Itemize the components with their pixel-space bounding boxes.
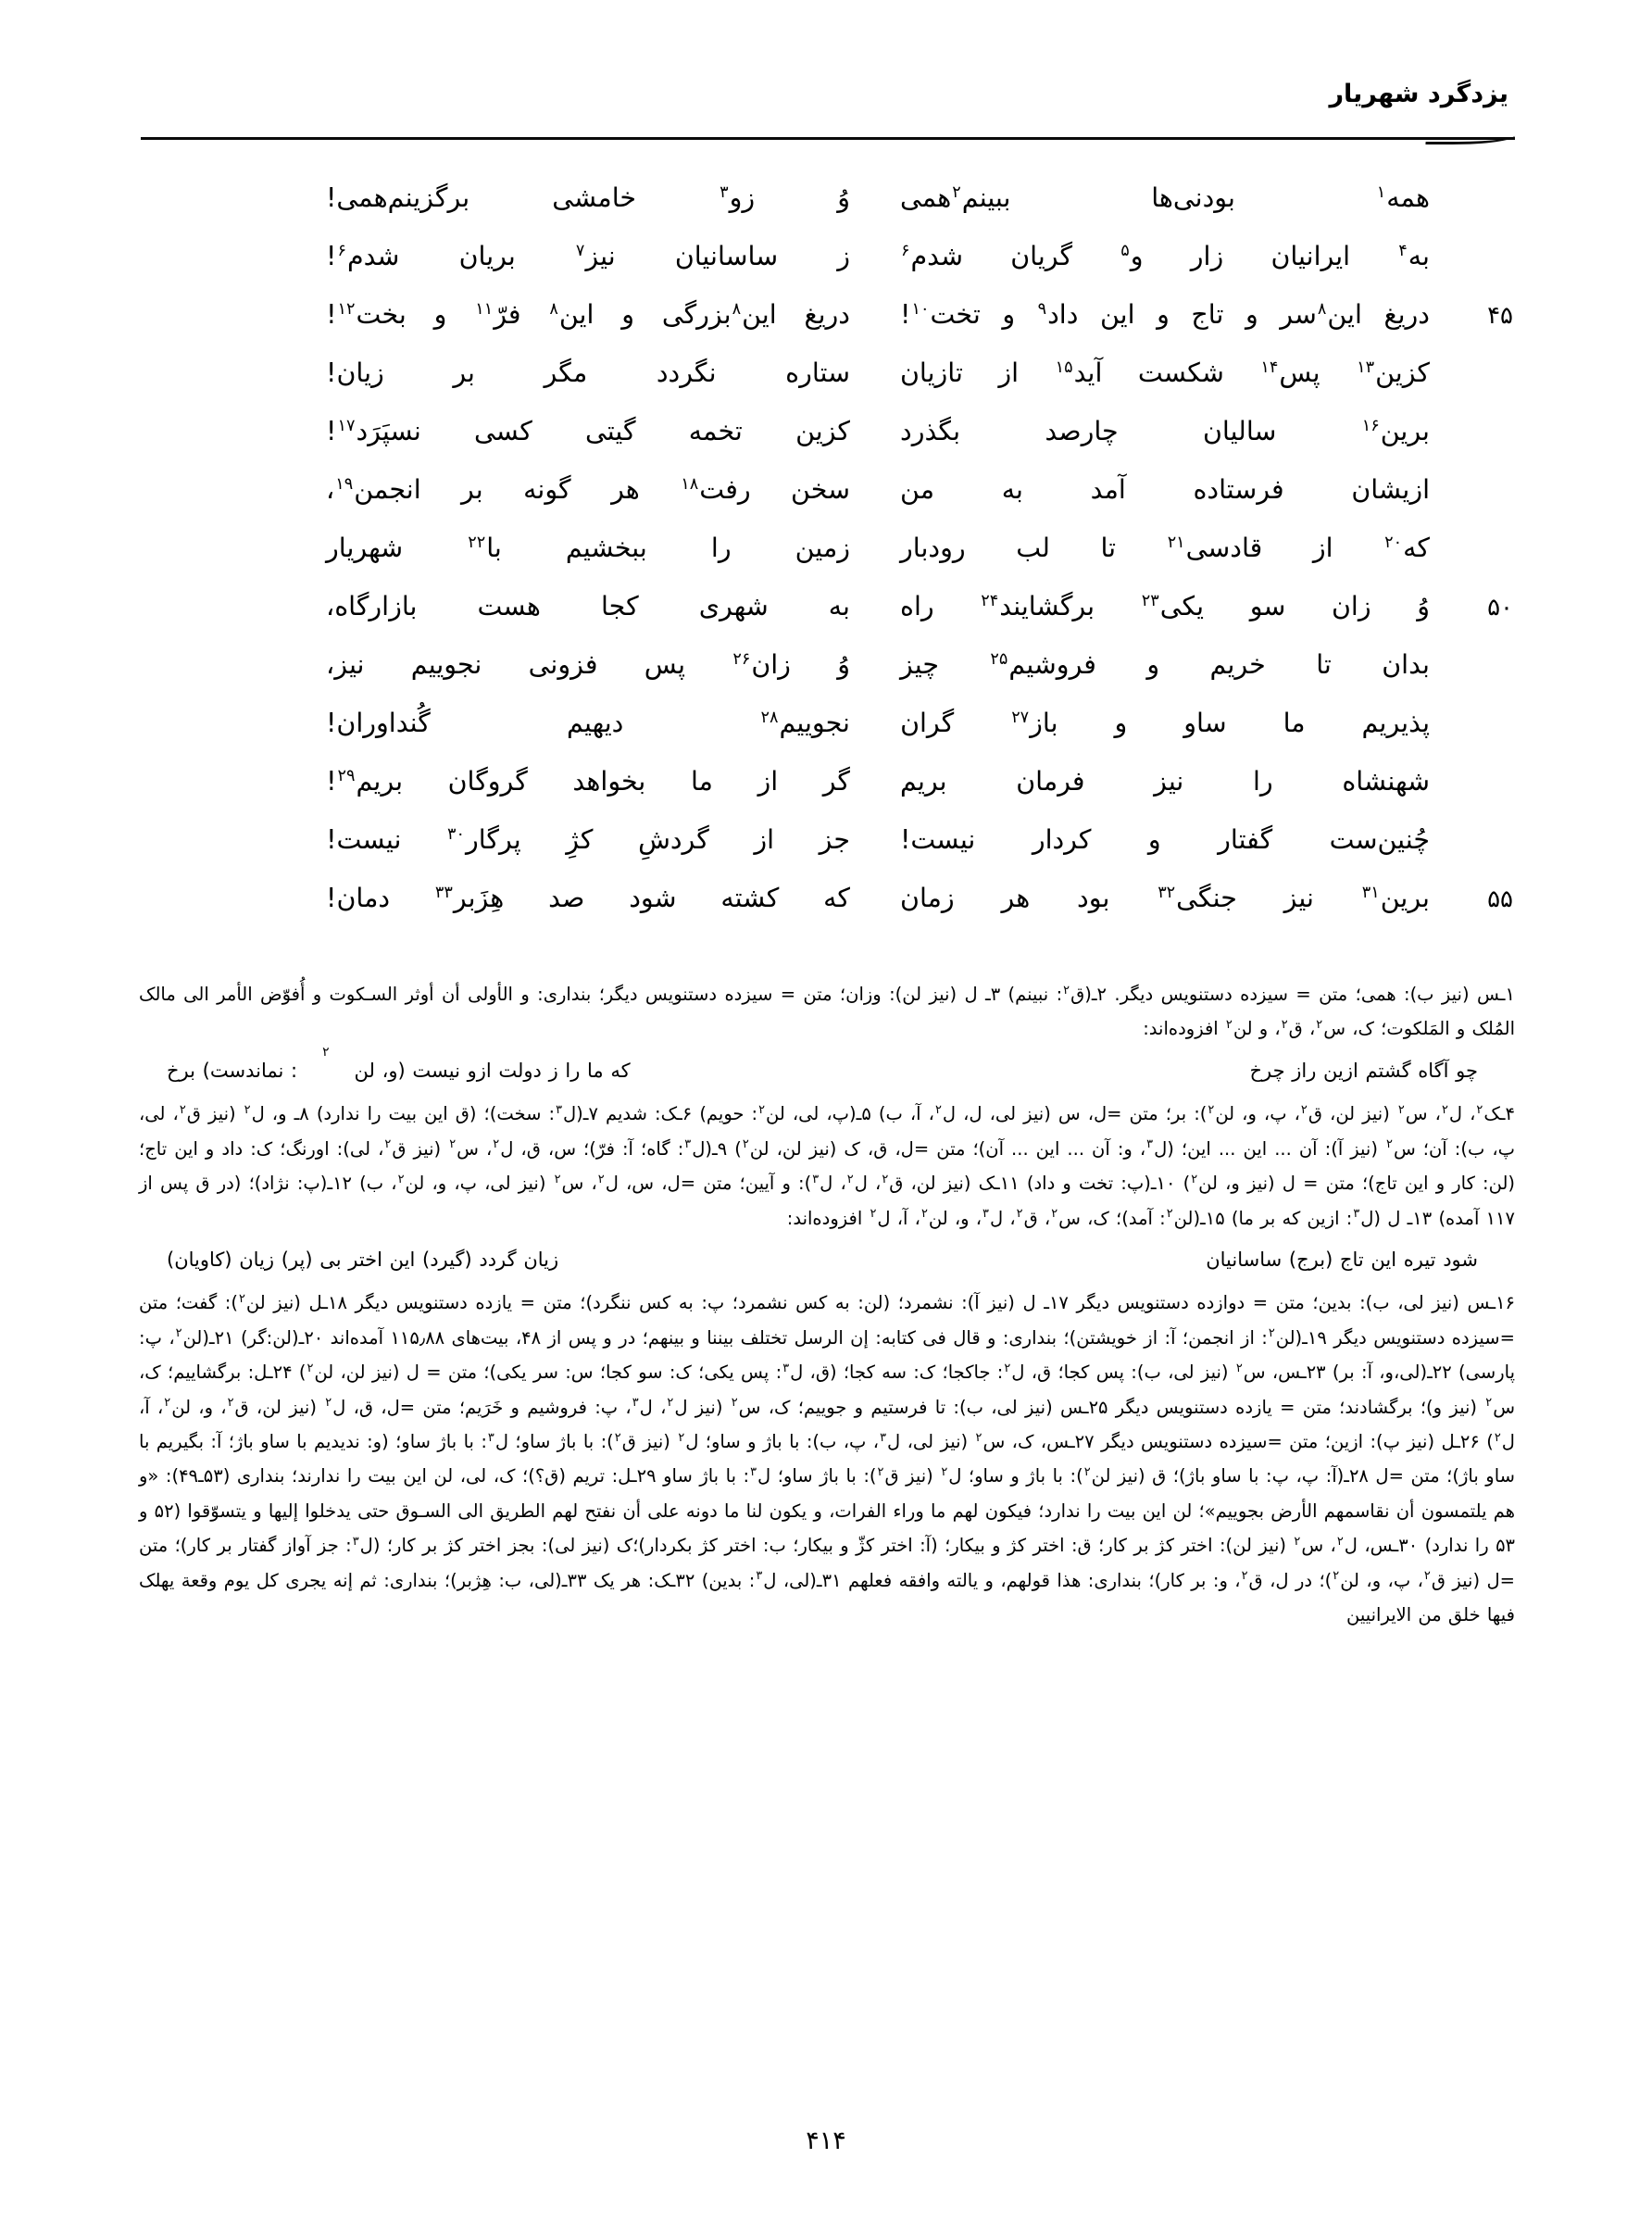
hemistich-left: زمین را ببخشیم با$^{۲۲}$ شهریار <box>326 533 850 563</box>
verse-number: ۵۵ <box>1487 885 1513 913</box>
verse-row <box>139 415 1513 473</box>
hemistich-right: دریغ این$^۸$سر و تاج و این داد$^۹$ و تخت$^{۱۰}$! <box>900 299 1430 330</box>
verse-row <box>139 240 1513 298</box>
running-head: یزدگرد شهریار <box>1329 80 1508 108</box>
inset-1-hemistich-right: چو آگاه گشتم ازین راز چرخ <box>1249 1059 1478 1082</box>
verse-number: ۴۵ <box>1487 302 1513 330</box>
hemistich-right: ازیشان فرستاده آمد به من <box>900 474 1430 505</box>
footnote-paragraph-3: ۱۶ـس (نیز لی، ب): بدین؛ متن = دوازده دستنویس دیگر ۱۷ـ ل (نیز آ): نشمرد؛ (لن: به کس نشمرد؛ پ: به کس ننگرد)؛ متن = یازده دستنویس دیگر ۱۸ـل (نیز لن$^۲$): گفت؛ متن =سیزده دستنویس دیگر ۱۹ـ(لن$^۲$: از انجمن؛ آ: از خویشتن)؛ بنداری: و قال فی کتابه: إن الرسل تختلف بیننا و بینهم؛ در و پس از ۴۸، بیت‌های ۱۱۵٫۸۸ آمده‌اند ۲۰ـ(لن:گر) ۲۱ـ(لن$^۲$، پ: پارسی) ۲۲ـ(لی،و، آ: بر) ۲۳ـس، س$^۲$ (نیز لی، ب): پس کجا؛ ق، ل$^۲$: جاکجا؛ ک: سه کجا؛ (ق، ل$^۳$: پس یکی؛ ک: سو کجا؛ س: سر یکی)؛ متن = ل (نیز لن، لن$^۲$) ۲۴ـل: برگشاییم؛ ک، س$^۲$ (نیز و)؛ برگشادند؛ متن = یازده دستنویس دیگر ۲۵ـس (نیز لی، ب): تا فرستیم و جوییم؛ ک، س$^۲$ (نیز ل$^۲$، ل$^۳$، پ: فروشیم و خَرَیم؛ متن =ل، ق، ل$^۲$ (نیز لن، ق$^۲$، و، لن$^۲$، آ، ل$^۲$) ۲۶ـل (نیز پ): ازین؛ متن =سیزده دستنویس دیگر ۲۷ـس، ک، س$^۲$ (نیز لی، ل$^۳$، پ، ب): با باژ و ساو؛ ل$^۲$ (نیز ق$^۲$): با باژ ساو؛ ل$^۳$: با باژ ساو؛ (و: ندیدیم با ساو باژ؛ آ: بگیریم با ساو باژ)؛ متن =ل ۲۸ـ(آ: پ، پ: با ساو باژ)؛ ق (نیز لن$^۲$): با باژ و ساو؛ ل$^۲$ (نیز ق$^۲$): با باژ ساو؛ ل$^۳$: با باژ ساو ۲۹ـل: تریم (ق؟)؛ ک، لی، لن این بیت را ندارند؛ بنداری (۵۳ـ۴۹): «و هم یلتمسون أن نقاسمهم الأرض بجوییم»؛ لن این بیت را ندارد؛ فیکون لهم ما وراء الفرات، و یکون لنا ما دونه علی أن نفتح لهم الطریق الی السـوق حتی یدخلوا إلیها و یتسوّقوا (۵۲ و ۵۳ را ندارد) ۳۰ـس، ل$^۲$، س$^۲$ (نیز لن): اختر کژ بر کار؛ ق: اختر کژ و بیکار؛ (آ: اختر کژّ و بیکار؛ ب: اختر کژ بکردار)؛ک (نیز لی): بجز اختر کژ بر کار؛ (ل$^۳$: جز آواز گفتار بر کار)؛ متن =ل (نیز ق$^۲$، پ، و، لن$^۲$)؛ در ل، ق$^۲$، و: بر کار)؛ بنداری: هذا قولهم، و یالته وافقه فعلهم ۳۱ـ(لی، ل$^۳$: بدین) ۳۲ـک: هر یک ۳۳ـ(لی، ب: هِژبر)؛ بنداری: ثم إنه یجری کل یوم وقعة یهلک فیها خلق من الایرانیین <box>139 1291 1516 1626</box>
verse-block <box>139 182 1513 940</box>
hemistich-right: چُنین‌ست گفتار و کردار نیست! <box>900 824 1430 855</box>
verse-row <box>139 882 1513 940</box>
header-rule <box>141 137 1515 140</box>
footnote-paragraph-1: ۱ـس (نیز ب): همی؛ متن = سیزده دستنویس دیگر. ۲ـ(ق$^۲$: نبینم) ۳ـ ل (نیز لن): وزان؛ متن = سیزده دستنویس دیگر؛ بنداری: و الأولی أن أوثر السـکوت و أُفوّض الأمر الی مالک المُلک و المَلکوت؛ ک، س$^۲$، ق$^۲$، و لن$^۲$ افزوده‌اند: <box>139 983 1516 1040</box>
hemistich-right: برین$^{۳۱}$ نیز جنگی$^{۳۲}$ بود هر زمان <box>900 883 1430 913</box>
hemistich-left: نجوییم$^{۲۸}$ دیهیم گُنداوران! <box>326 708 850 738</box>
hemistich-left: به شهری کجا هست بازارگاه، <box>326 591 850 621</box>
verse-row <box>139 707 1513 765</box>
verse-row <box>139 823 1513 882</box>
footnote-apparatus <box>139 977 1515 1633</box>
hemistich-left: جز از گردشِ کژِ پرگار$^{۳۰}$ نیست! <box>326 824 850 855</box>
hemistich-left: دریغ این$^۸$بزرگی و این$^۸$ فرّ$^{۱۱}$ و بخت$^{۱۲}$! <box>326 299 850 330</box>
verse-row <box>139 765 1513 823</box>
hemistich-right: کزین$^{۱۳}$ پس$^{۱۴}$ شکست آید$^{۱۵}$ از تازیان <box>900 358 1430 388</box>
hemistich-right: شهنشاه را نیز فرمان بریم <box>900 766 1430 797</box>
hemistich-right: پذیریم ما ساو و باز$^{۲۷}$ گران <box>900 708 1430 738</box>
hemistich-left: ز ساسانیان نیز$^۷$ بریان شدم$^۶$! <box>326 241 850 271</box>
hemistich-right: همه$^۱$ بودنی‌ها ببینم$^۲$همی <box>900 182 1430 213</box>
hemistich-right: وُ زان سو یکی$^{۲۳}$ برگشایند$^{۲۴}$ راه <box>900 591 1430 621</box>
inset-2-hemistich-left: زیان گردد (گیرد) این اختر بی (پر) زیان (کاویان) <box>167 1248 559 1271</box>
hemistich-right: بدان تا خریم و فروشیم$^{۲۵}$ چیز <box>900 649 1430 680</box>
verse-row <box>139 357 1513 415</box>
verse-row <box>139 182 1513 240</box>
hemistich-left: وُ زو$^۳$ خامشی برگزینم‌همی! <box>326 182 850 213</box>
hemistich-right: برین$^{۱۶}$ سالیان چارصد بگذرد <box>900 416 1430 446</box>
hemistich-left: که کشته شود صد هِزَبر$^{۳۳}$ دمان! <box>326 883 850 913</box>
verse-row <box>139 532 1513 590</box>
inset-1-hemistich-left: که ما را ز دولت ازو نیست (و، لن ۲ : نماندست) برخ <box>167 1044 631 1082</box>
folio-number: ۴۱۴ <box>806 2127 846 2155</box>
footnote-paragraph-2: ۴ـک$^۲$، ل$^۲$، س$^۲$ (نیز لن، ق$^۲$، پ، و، لن$^۲$): بر؛ متن =ل، س (نیز لی، ل، ل$^۲$، آ، ب) ۵ـ(پ، لی، لن$^۲$: حویم) ۶ـک: شدیم ۷ـ(ل$^۳$: سخت)؛ (ق این بیت را ندارد) ۸ـ و، ل$^۲$ (نیز ق$^۲$، لی، پ، ب): آن؛ س$^۲$ (نیز آ): آن ... این ... این؛ (ل$^۳$، و: آن ... این ... آن)؛ متن =ل، ق، ک (نیز لن، لن$^۲$) ۹ـ(ل$^۳$: گاه؛ آ: فرّ)؛ س، ق، ل$^۲$، س$^۲$ (نیز ق$^۲$، لی): اورنگ؛ ک: داد و این تاج؛ (لن: کار و این تاج)؛ متن = ل (نیز و، لن$^۲$) ۱۰ـ(پ: تخت و داد) ۱۱ـک (نیز لن، ق$^۲$، ل$^۲$، ل$^۳$): و آیین؛ متن =ل، س، ل$^۲$، س$^۲$ (نیز لی، پ، و، لن$^۲$، ب) ۱۲ـ(پ: نژاد)؛ (در ق پس از ۱۱۷ آمده) ۱۳ـ ل (ل$^۳$: ازین که بر ما) ۱۵ـ(لن$^۲$: آمد)؛ ک، س$^۲$، ق$^۲$، ل$^۳$، و، لن$^۲$، آ، ل$^۲$ افزوده‌اند: <box>139 1102 1516 1229</box>
inset-couplet-2 <box>139 1241 1515 1278</box>
verse-number: ۵۰ <box>1487 594 1513 621</box>
hemistich-right: به$^۴$ ایرانیان زار و$^۵$ گریان شدم$^۶$ <box>901 241 1430 271</box>
hemistich-left: گر از ما بخواهد گروگان بریم$^{۲۹}$! <box>326 766 850 797</box>
verse-row <box>139 473 1513 532</box>
verse-row <box>139 648 1513 707</box>
hemistich-left: ستاره نگردد مگر بر زیان! <box>326 358 850 388</box>
hemistich-left: وُ زان$^{۲۶}$ پس فزونی نجوییم نیز، <box>326 649 850 680</box>
inset-2-hemistich-right: شود تیره این تاج (برج) ساسانیان <box>1206 1248 1478 1271</box>
inset-couplet-1 <box>139 1044 1515 1089</box>
hemistich-left: سخن رفت$^{۱۸}$ هر گونه بر انجمن$^{۱۹}$، <box>326 474 850 505</box>
verse-row <box>139 298 1513 357</box>
hemistich-right: که$^{۲۰}$ از قادسی$^{۲۱}$ تا لب رودبار <box>900 533 1430 563</box>
verse-row <box>139 590 1513 648</box>
hemistich-left: کزین تخمه گیتی کسی نسپَرَد$^{۱۷}$! <box>326 416 850 446</box>
